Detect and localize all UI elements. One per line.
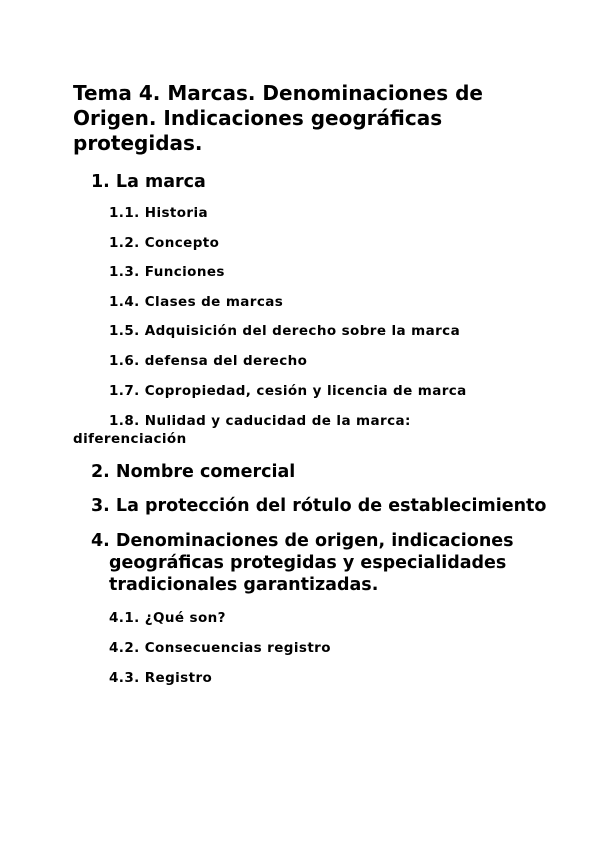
document-title-line-1: Tema 4. Marcas. Denominaciones de (73, 81, 483, 105)
subsection-1-5: 1.5. Adquisición del derecho sobre la marca (109, 323, 461, 339)
section-4-heading (91, 530, 514, 596)
section-4-heading-line-2: geográficas protegidas y especialidades (109, 553, 507, 573)
document-title-line-3: protegidas. (73, 131, 203, 155)
subsection-1-6: 1.6. defensa del derecho (109, 353, 308, 369)
subsection-4-2: 4.2. Consecuencias registro (109, 640, 331, 656)
section-1-heading: 1. La marca (91, 172, 206, 192)
subsection-1-8-line-1: 1.8. Nulidad y caducidad de la marca: (109, 413, 411, 429)
subsection-1-3: 1.3. Funciones (109, 264, 225, 280)
section-4-heading-line-1: 4. Denominaciones de origen, indicaciones (91, 531, 514, 551)
subsection-4-3: 4.3. Registro (109, 670, 213, 686)
subsection-1-2: 1.2. Concepto (109, 235, 220, 251)
document-title-line-2: Origen. Indicaciones geográficas (73, 106, 443, 130)
subsection-1-4: 1.4. Clases de marcas (109, 294, 284, 310)
subsection-1-7: 1.7. Copropiedad, cesión y licencia de marca (109, 383, 467, 399)
section-3-heading: 3. La protección del rótulo de establecimiento (91, 496, 547, 516)
subsection-1-1: 1.1. Historia (109, 205, 209, 221)
subsection-4-1: 4.1. ¿Qué son? (109, 610, 226, 626)
subsection-1-8 (73, 412, 411, 448)
document-title (73, 81, 543, 156)
subsection-1-8-line-2: diferenciación (73, 431, 187, 447)
section-2-heading: 2. Nombre comercial (91, 462, 296, 482)
section-4-heading-line-3: tradicionales garantizadas. (109, 575, 379, 595)
